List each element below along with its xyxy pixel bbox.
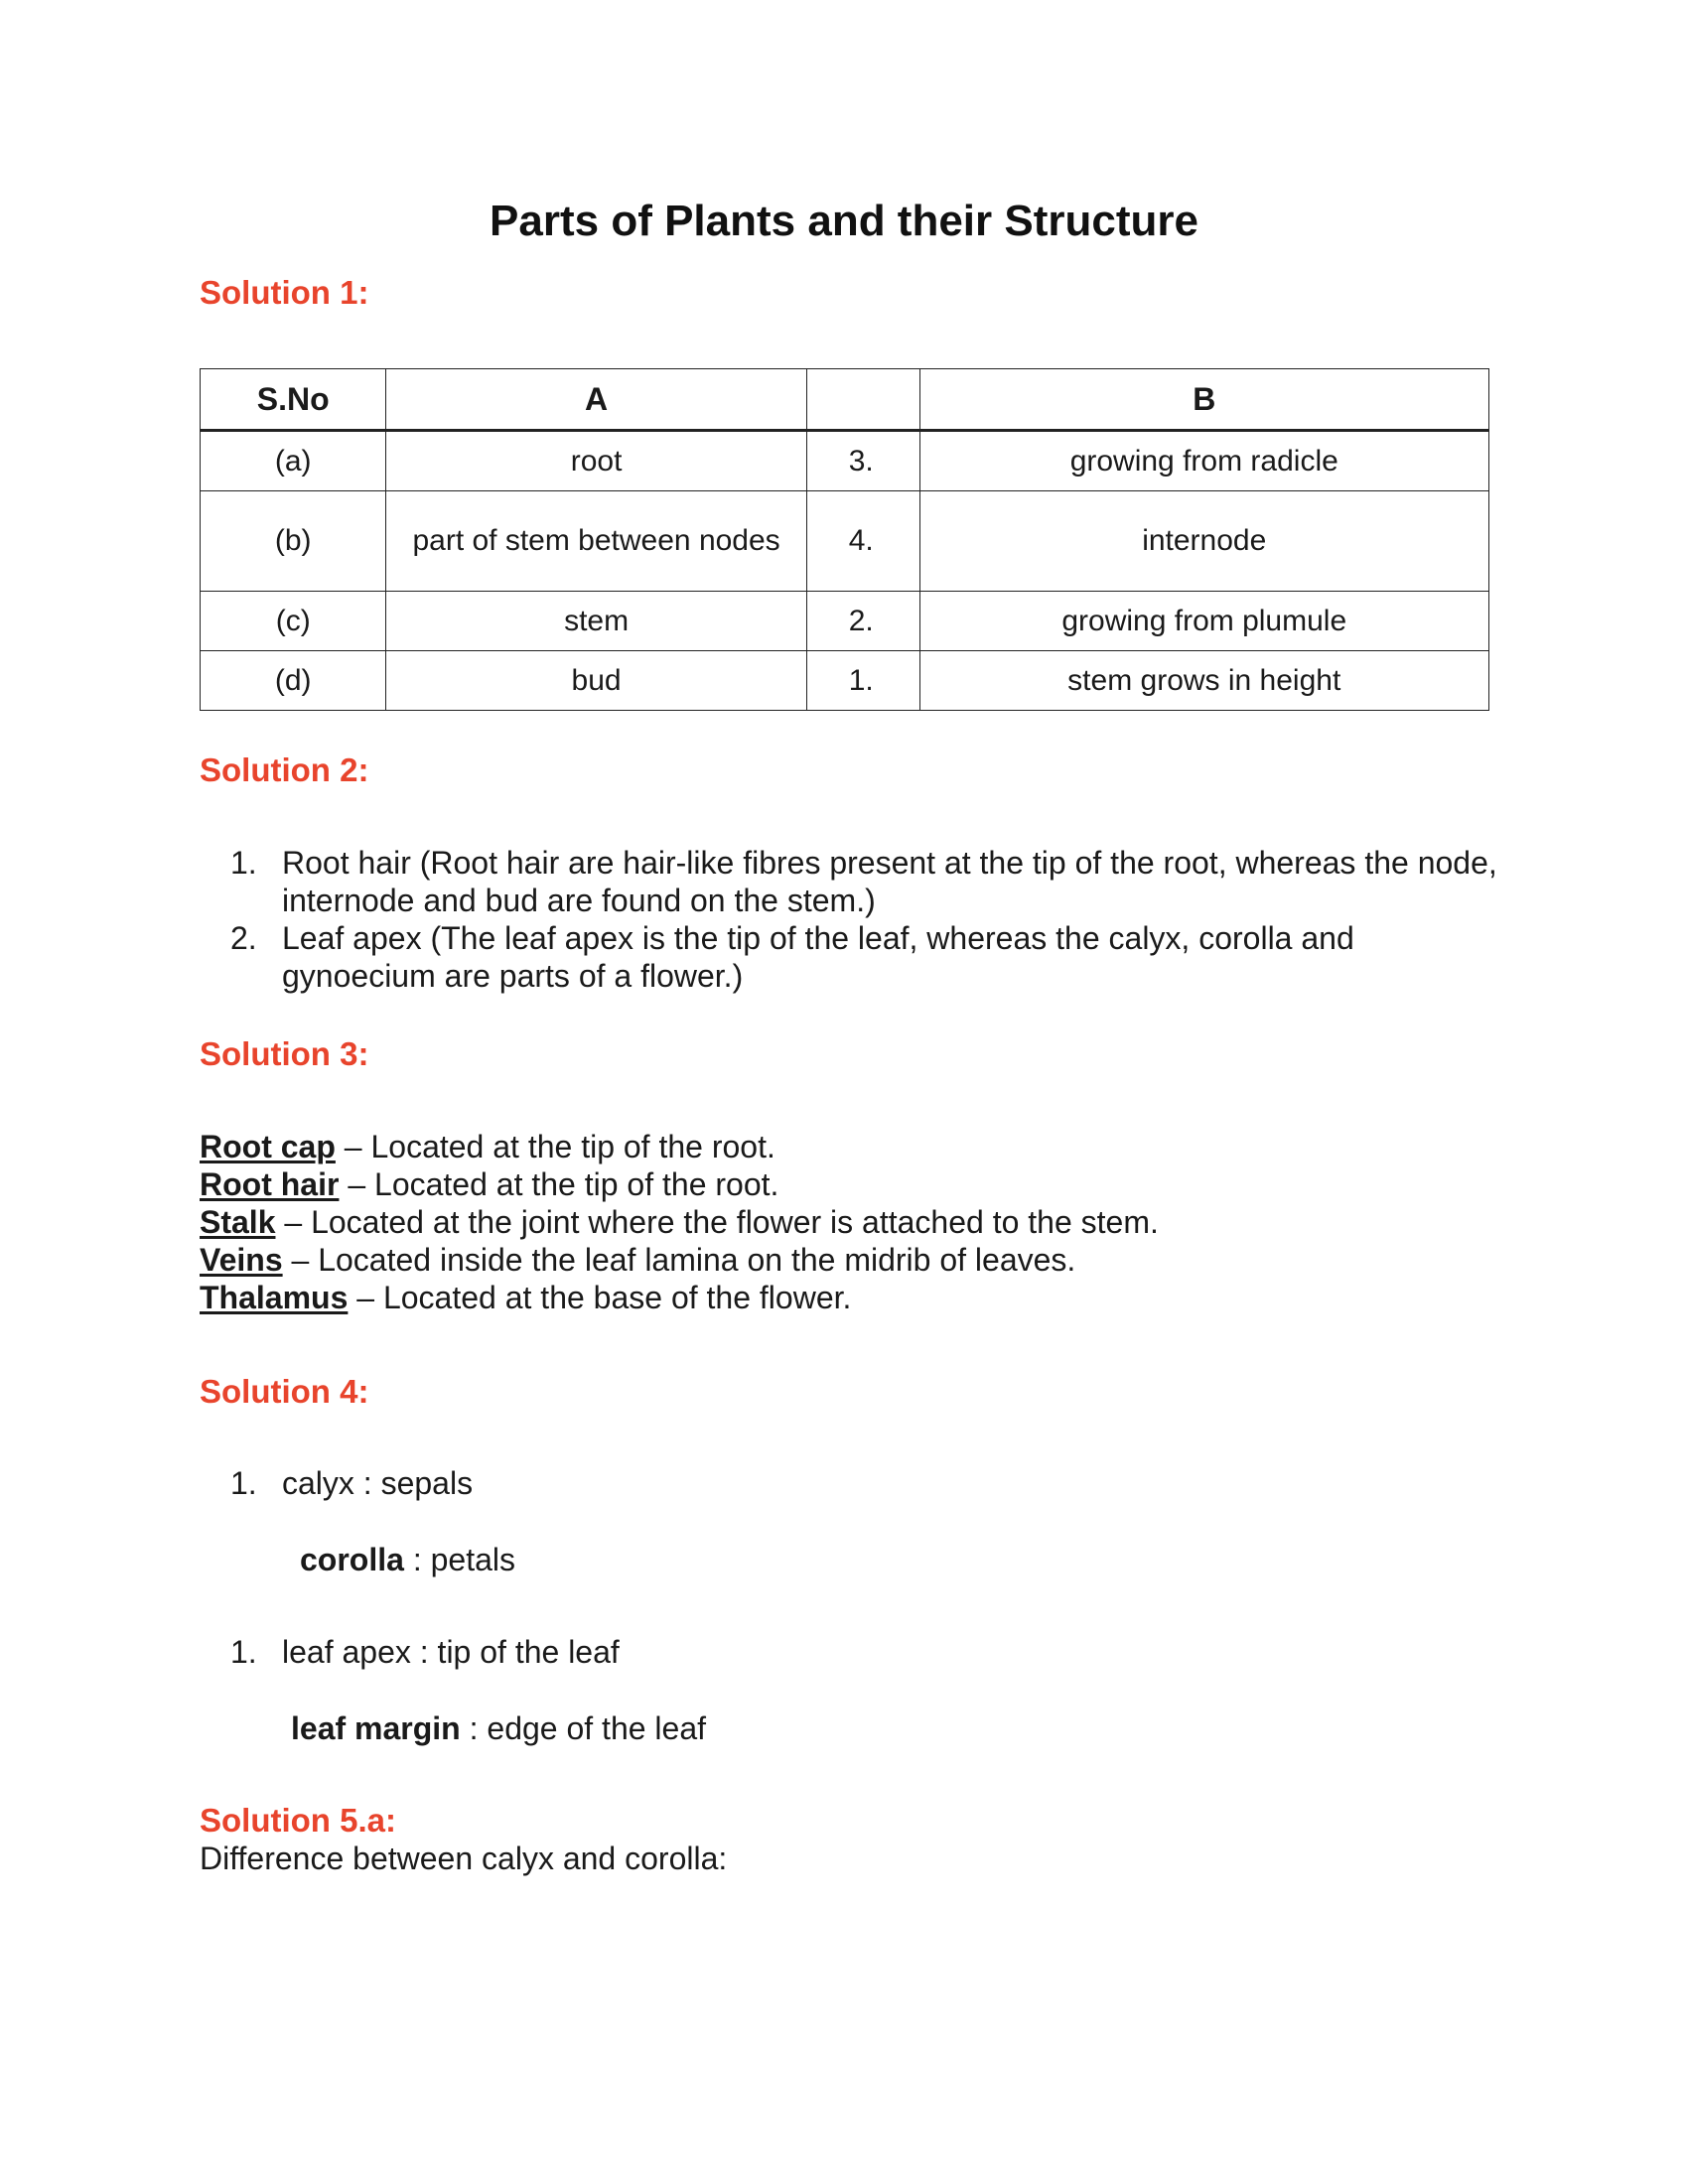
- cell-a: bud: [386, 651, 806, 711]
- pair-answer-rest: : edge of the leaf: [460, 1710, 707, 1746]
- cell-b: stem grows in height: [919, 651, 1489, 711]
- cell-b: growing from plumule: [919, 592, 1489, 651]
- list-item-text: Root hair (Root hair are hair-like fibres present at the tip of the root, whereas the node, internode and bud are found on the stem.): [282, 845, 1497, 918]
- definition-row: [200, 1241, 1490, 1279]
- solution-2-heading: Solution 2:: [200, 751, 369, 788]
- cell-a: stem: [386, 592, 806, 651]
- definition-desc: – Located at the base of the flower.: [348, 1280, 852, 1315]
- list-marker: 2.: [230, 920, 257, 956]
- definition-desc: – Located at the joint where the flower is attached to the stem.: [275, 1204, 1159, 1240]
- definition-term: Stalk: [200, 1204, 276, 1240]
- pair-text: leaf apex : tip of the leaf: [282, 1634, 620, 1670]
- table-row: [201, 491, 1489, 592]
- pair-answer-term: leaf margin: [291, 1710, 461, 1746]
- solution-1-heading: Solution 1:: [200, 274, 369, 311]
- list-item-text: Leaf apex (The leaf apex is the tip of the leaf, whereas the calyx, corolla and gynoecium are parts of a flower.): [282, 920, 1354, 994]
- list-marker: 1.: [230, 845, 257, 881]
- definition-term: Root hair: [200, 1166, 340, 1202]
- table-header-row: [201, 369, 1489, 431]
- cell-num: 1.: [806, 651, 919, 711]
- definition-desc: – Located at the tip of the root.: [335, 1129, 775, 1164]
- table-row: [201, 431, 1489, 491]
- list-marker: 1.: [230, 1465, 257, 1501]
- solution-2-list: [200, 844, 1500, 995]
- list-item: [200, 844, 1500, 919]
- solution-5a-heading: Solution 5.a:: [200, 1802, 396, 1839]
- definition-desc: – Located inside the leaf lamina on the midrib of leaves.: [282, 1242, 1076, 1278]
- table-row: [201, 592, 1489, 651]
- solution-4-pair-1: [200, 1464, 1490, 1502]
- definition-term: Root cap: [200, 1129, 336, 1164]
- header-a: A: [386, 369, 806, 431]
- cell-b: growing from radicle: [919, 431, 1489, 491]
- definition-row: [200, 1128, 1490, 1165]
- pair-text: calyx : sepals: [282, 1465, 474, 1501]
- solution-3-definitions: [200, 1128, 1490, 1316]
- solution-4-heading: Solution 4:: [200, 1373, 369, 1410]
- header-sno: S.No: [201, 369, 386, 431]
- cell-sno: (c): [201, 592, 386, 651]
- definition-row: [200, 1165, 1490, 1203]
- definition-row: [200, 1203, 1490, 1241]
- header-b: B: [919, 369, 1489, 431]
- list-item: [200, 1464, 1490, 1502]
- match-table: [200, 368, 1489, 711]
- cell-a: root: [386, 431, 806, 491]
- definition-desc: – Located at the tip of the root.: [339, 1166, 779, 1202]
- cell-sno: (a): [201, 431, 386, 491]
- cell-sno: (b): [201, 491, 386, 592]
- definition-row: [200, 1279, 1490, 1316]
- table-row: [201, 651, 1489, 711]
- solution-4-pair-2: [200, 1633, 1490, 1671]
- pair-1-answer: [300, 1541, 515, 1578]
- definition-term: Thalamus: [200, 1280, 349, 1315]
- pair-answer-term: corolla: [300, 1542, 404, 1577]
- cell-num: 2.: [806, 592, 919, 651]
- cell-num: 3.: [806, 431, 919, 491]
- list-item: [200, 1633, 1490, 1671]
- solution-5a-text: Difference between calyx and corolla:: [200, 1841, 728, 1876]
- pair-2-answer: [291, 1709, 706, 1747]
- list-item: [200, 919, 1500, 995]
- header-blank: [806, 369, 919, 431]
- solution-3-heading: Solution 3:: [200, 1035, 369, 1072]
- pair-answer-rest: : petals: [403, 1542, 515, 1577]
- cell-sno: (d): [201, 651, 386, 711]
- cell-num: 4.: [806, 491, 919, 592]
- definition-term: Veins: [200, 1242, 283, 1278]
- page-title: Parts of Plants and their Structure: [490, 197, 1198, 245]
- cell-a: part of stem between nodes: [386, 491, 806, 592]
- list-marker: 1.: [230, 1634, 257, 1670]
- cell-b: internode: [919, 491, 1489, 592]
